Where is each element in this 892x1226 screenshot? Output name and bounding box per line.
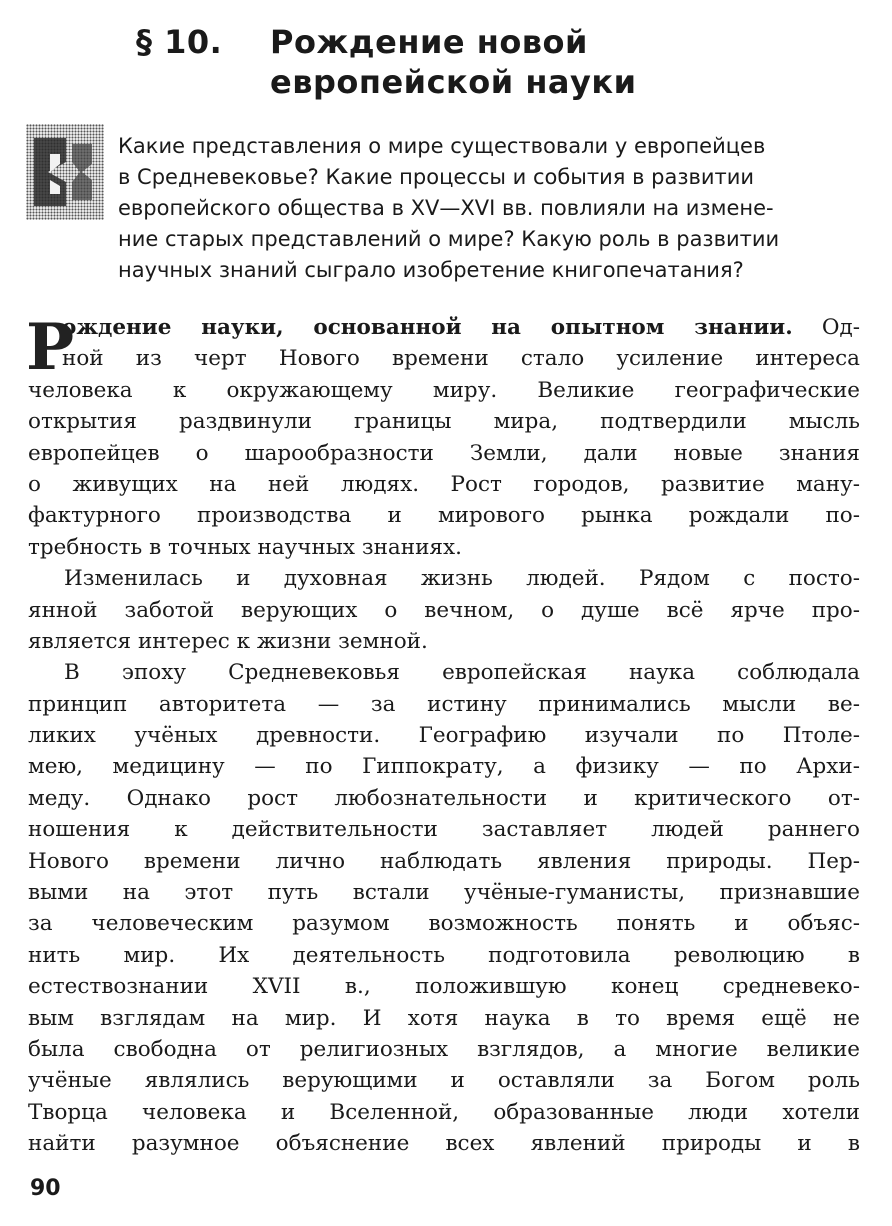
body-line: была свободна от религиозных взглядов, а многие великие: [28, 1036, 860, 1062]
body-line: Творца человека и Вселенной, образованные люди хотели: [28, 1099, 860, 1125]
drop-cap: Р: [26, 310, 75, 385]
body-line: мею, медицину — по Гиппократу, а физику — по Архи-: [28, 754, 860, 780]
intro-line: Какие представления о мире существовали у европейцев: [118, 134, 766, 158]
body-line: ликих учёных древности. Географию изучали по Птоле-: [28, 723, 860, 749]
body-text: [28, 312, 860, 1160]
body-line: о живущих на ней людях. Рост городов, развитие ману-: [28, 471, 860, 497]
question-mark-halftone-icon: [26, 124, 104, 220]
body-line: меду. Однако рост любознательности и критического от-: [28, 785, 860, 811]
body-line: ной из черт Нового времени стало усиление интереса: [62, 346, 860, 372]
body-line: вым взглядам на мир. И хотя наука в то время ещё не: [28, 1005, 860, 1031]
body-line: требность в точных научных знаниях.: [28, 534, 462, 560]
body-line: Нового времени лично наблюдать явления природы. Пер-: [28, 848, 860, 874]
body-line: учёные являлись верующими и оставляли за Богом роль: [28, 1068, 860, 1094]
intro-line: в Средневековье? Какие процессы и события в развитии: [118, 165, 755, 189]
body-line: за человеческим разумом возможность понять и объяс-: [28, 911, 860, 937]
body-line: открытия раздвинули границы мира, подтвердили мысль: [28, 409, 860, 435]
body-line: выми на этот путь встали учёные-гуманисты, признавшие: [28, 880, 860, 906]
body-line: естествознании XVII в., положившую конец средневеко-: [28, 974, 860, 1000]
intro-questions: [118, 131, 860, 286]
body-line: В эпоху Средневековья европейская наука соблюдала: [64, 660, 860, 686]
body-line: является интерес к жизни земной.: [28, 628, 428, 654]
section-title-line-2: европейской науки: [270, 63, 637, 101]
section-number: § 10.: [136, 23, 223, 61]
body-line: янной заботой верующих о вечном, о душе всё ярче про-: [28, 597, 860, 623]
body-line: европейцев о шарообразности Земли, дали новые знания: [28, 440, 860, 466]
body-line: Изменилась и духовная жизнь людей. Рядом с посто-: [64, 566, 860, 592]
intro-line: научных знаний сыграло изобретение книгопечатания?: [118, 258, 744, 282]
intro-line: европейского общества в XV—XVI вв. повлияли на измене-: [118, 196, 774, 220]
section-heading: [136, 22, 776, 102]
body-line: нить мир. Их деятельность подготовила революцию в: [28, 942, 860, 968]
paragraph-lead-heading: ождение науки, основанной на опытном знании.: [62, 315, 793, 340]
body-line: найти разумное объяснение всех явлений природы и в: [28, 1131, 860, 1157]
section-title-line-1: Рождение новой: [270, 23, 588, 61]
body-line: принцип авторитета — за истину принимались мысли ве-: [28, 691, 860, 717]
body-line: ношения к действительности заставляет людей раннего: [28, 817, 860, 843]
intro-line: ние старых представлений о мире? Какую роль в развитии: [118, 227, 780, 251]
body-line: фактурного производства и мирового рынка рождали по-: [28, 503, 860, 529]
page-number: 90: [30, 1176, 61, 1201]
body-line: человека к окружающему миру. Великие географические: [28, 377, 860, 403]
body-line: ождение науки, основанной на опытном знании. Од-: [62, 315, 860, 340]
